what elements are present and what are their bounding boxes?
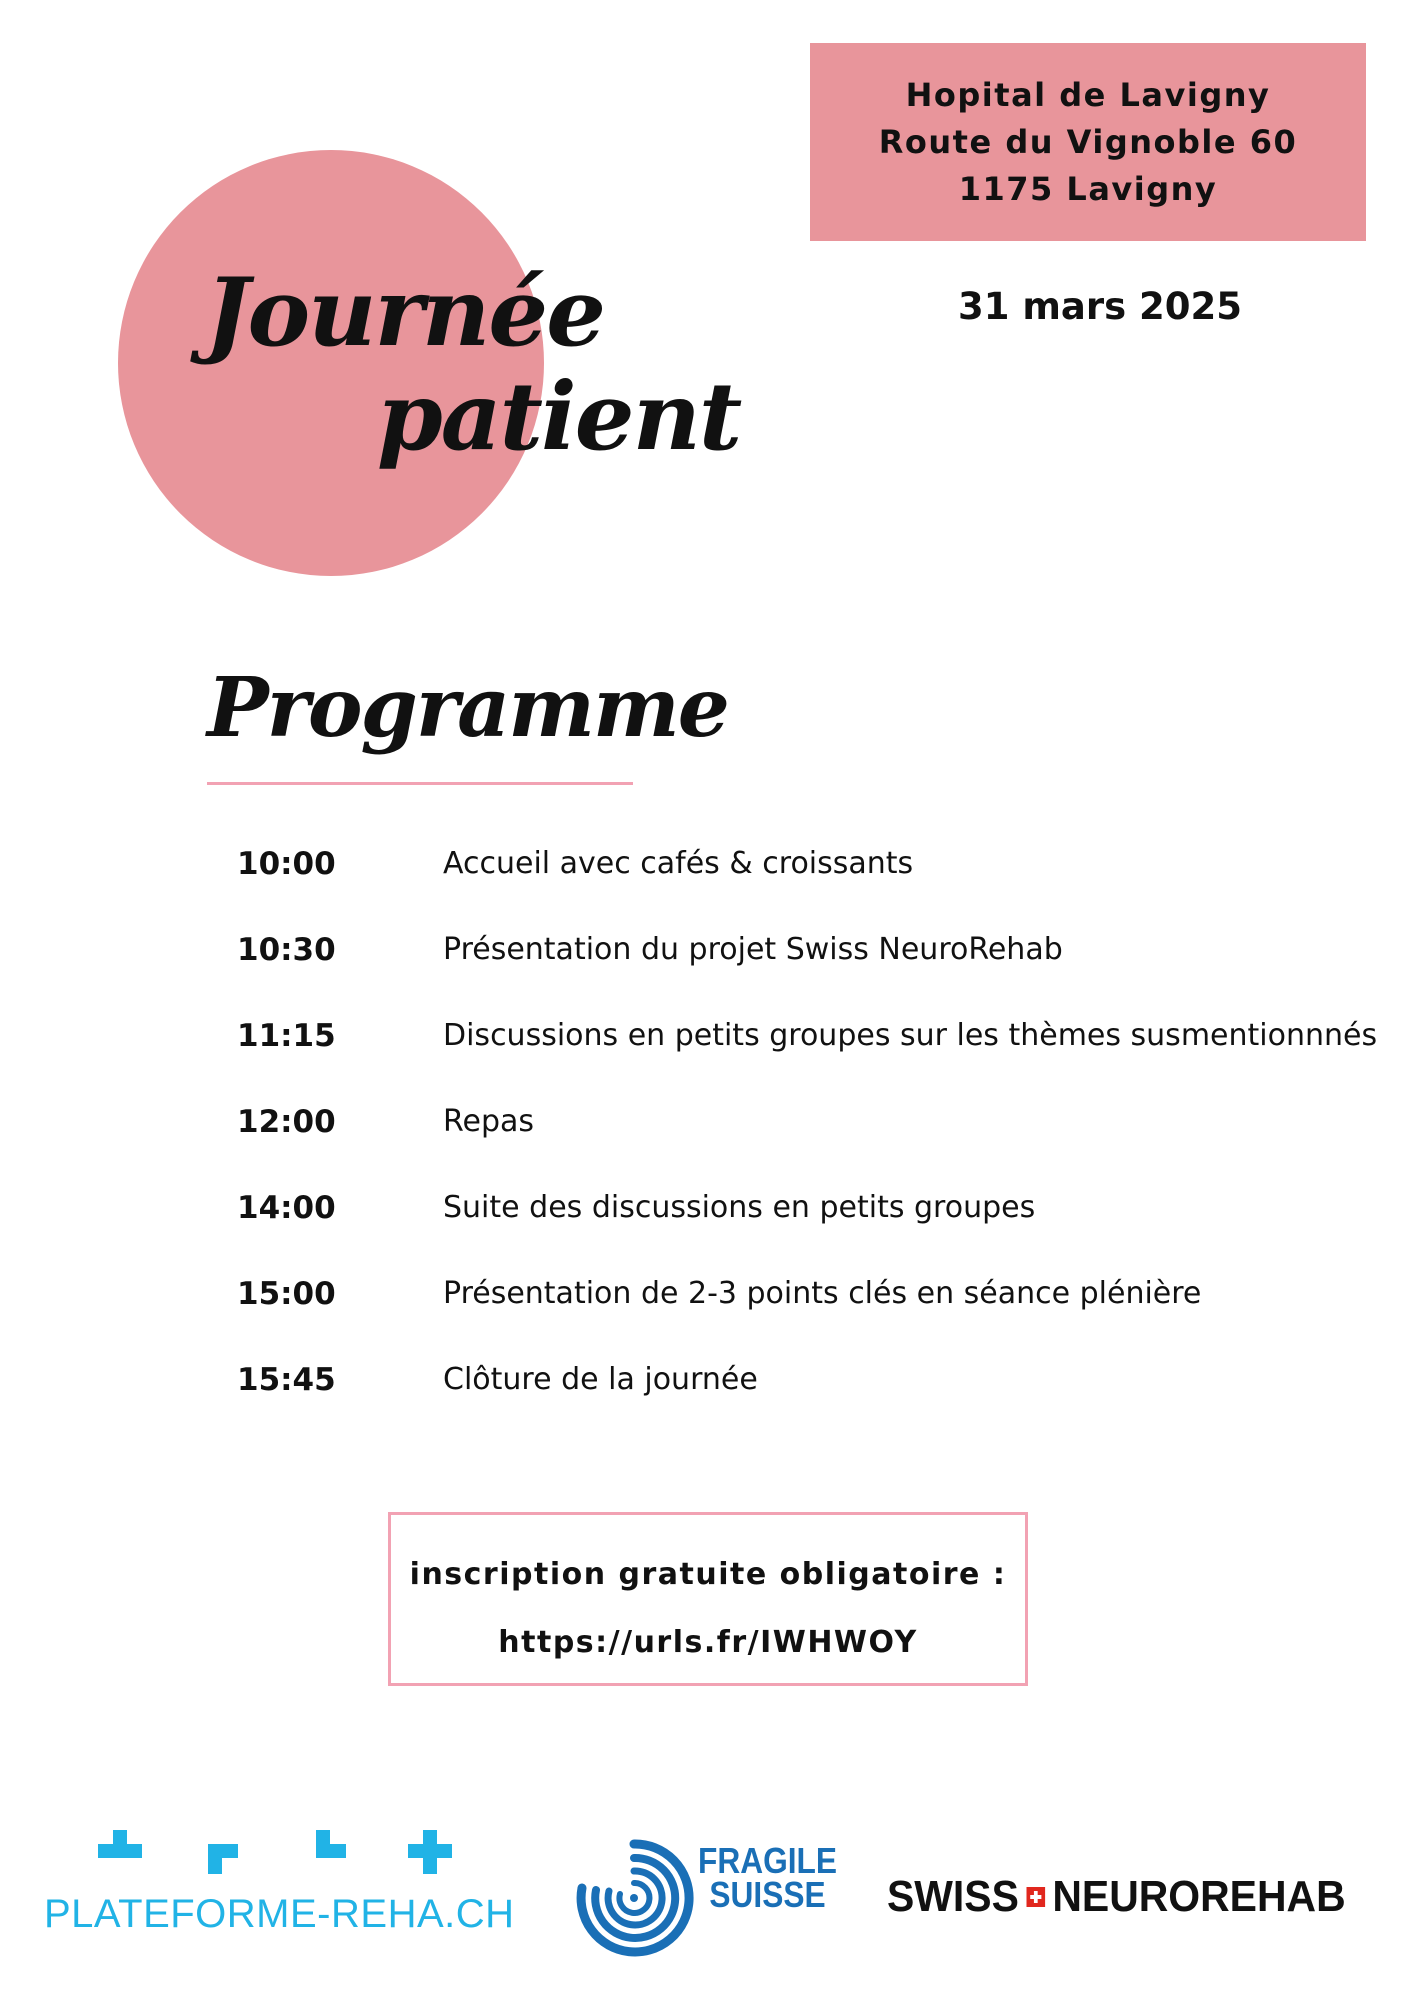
schedule-activity: Suite des discussions en petits groupes	[443, 1190, 1036, 1225]
schedule-time: 12:00	[237, 1104, 336, 1140]
address-line-2: Route du Vignoble 60	[878, 122, 1298, 161]
schedule-row	[237, 1276, 1387, 1362]
programme-divider	[207, 782, 633, 785]
registration-label: inscription gratuite obligatoire :	[409, 1557, 1007, 1592]
address-line-3: 1175 Lavigny	[958, 169, 1218, 208]
plus-pieces-icon	[44, 1830, 514, 1890]
plateforme-reha-wordmark: PLATEFORME-REHA.CH	[44, 1892, 515, 1936]
schedule-time: 14:00	[237, 1190, 336, 1226]
fragile-line-1: FRAGILE	[698, 1840, 838, 1881]
address-line-1: Hopital de Lavigny	[905, 75, 1271, 114]
schedule-time: 11:15	[237, 1018, 336, 1054]
swiss-flag-icon	[1026, 1887, 1045, 1907]
schedule-time: 15:45	[237, 1362, 336, 1398]
programme-schedule	[237, 846, 1387, 1448]
schedule-time: 10:00	[237, 846, 336, 882]
schedule-time: 15:00	[237, 1276, 336, 1312]
schedule-activity: Accueil avec cafés & croissants	[443, 846, 914, 881]
event-title-line-1: Journée	[205, 258, 604, 368]
plateforme-reha-logo	[44, 1830, 514, 1940]
swiss-neurorehab-wordmark	[887, 1872, 1352, 1922]
swiss-neurorehab-logo	[887, 1872, 1387, 1932]
programme-heading: Programme	[207, 660, 728, 756]
schedule-activity: Discussions en petits groupes sur les thèmes susmentionnnés	[443, 1018, 1378, 1053]
registration-link[interactable]: https://urls.fr/IWHWOY	[498, 1625, 918, 1660]
fragile-line-2: SUISSE	[709, 1874, 826, 1915]
schedule-row	[237, 932, 1387, 1018]
registration-box	[388, 1512, 1028, 1686]
schedule-row	[237, 846, 1387, 932]
schedule-activity: Clôture de la journée	[443, 1362, 758, 1397]
schedule-activity: Présentation du projet Swiss NeuroRehab	[443, 932, 1063, 967]
snr-neurorehab-text: NEUROREHAB	[1052, 1872, 1346, 1921]
schedule-activity: Repas	[443, 1104, 535, 1139]
spiral-icon	[574, 1838, 694, 1958]
schedule-row	[237, 1104, 1387, 1190]
schedule-row	[237, 1190, 1387, 1276]
schedule-row	[237, 1018, 1387, 1104]
schedule-row	[237, 1362, 1387, 1448]
schedule-activity: Présentation de 2-3 points clés en séance plénière	[443, 1276, 1202, 1311]
snr-swiss-text: SWISS	[887, 1872, 1019, 1921]
event-date: 31 mars 2025	[957, 285, 1243, 328]
event-title-line-2: patient	[377, 362, 741, 472]
address-box	[810, 43, 1366, 241]
schedule-time: 10:30	[237, 932, 336, 968]
fragile-suisse-wordmark	[698, 1840, 838, 1915]
fragile-suisse-logo	[574, 1838, 838, 1958]
